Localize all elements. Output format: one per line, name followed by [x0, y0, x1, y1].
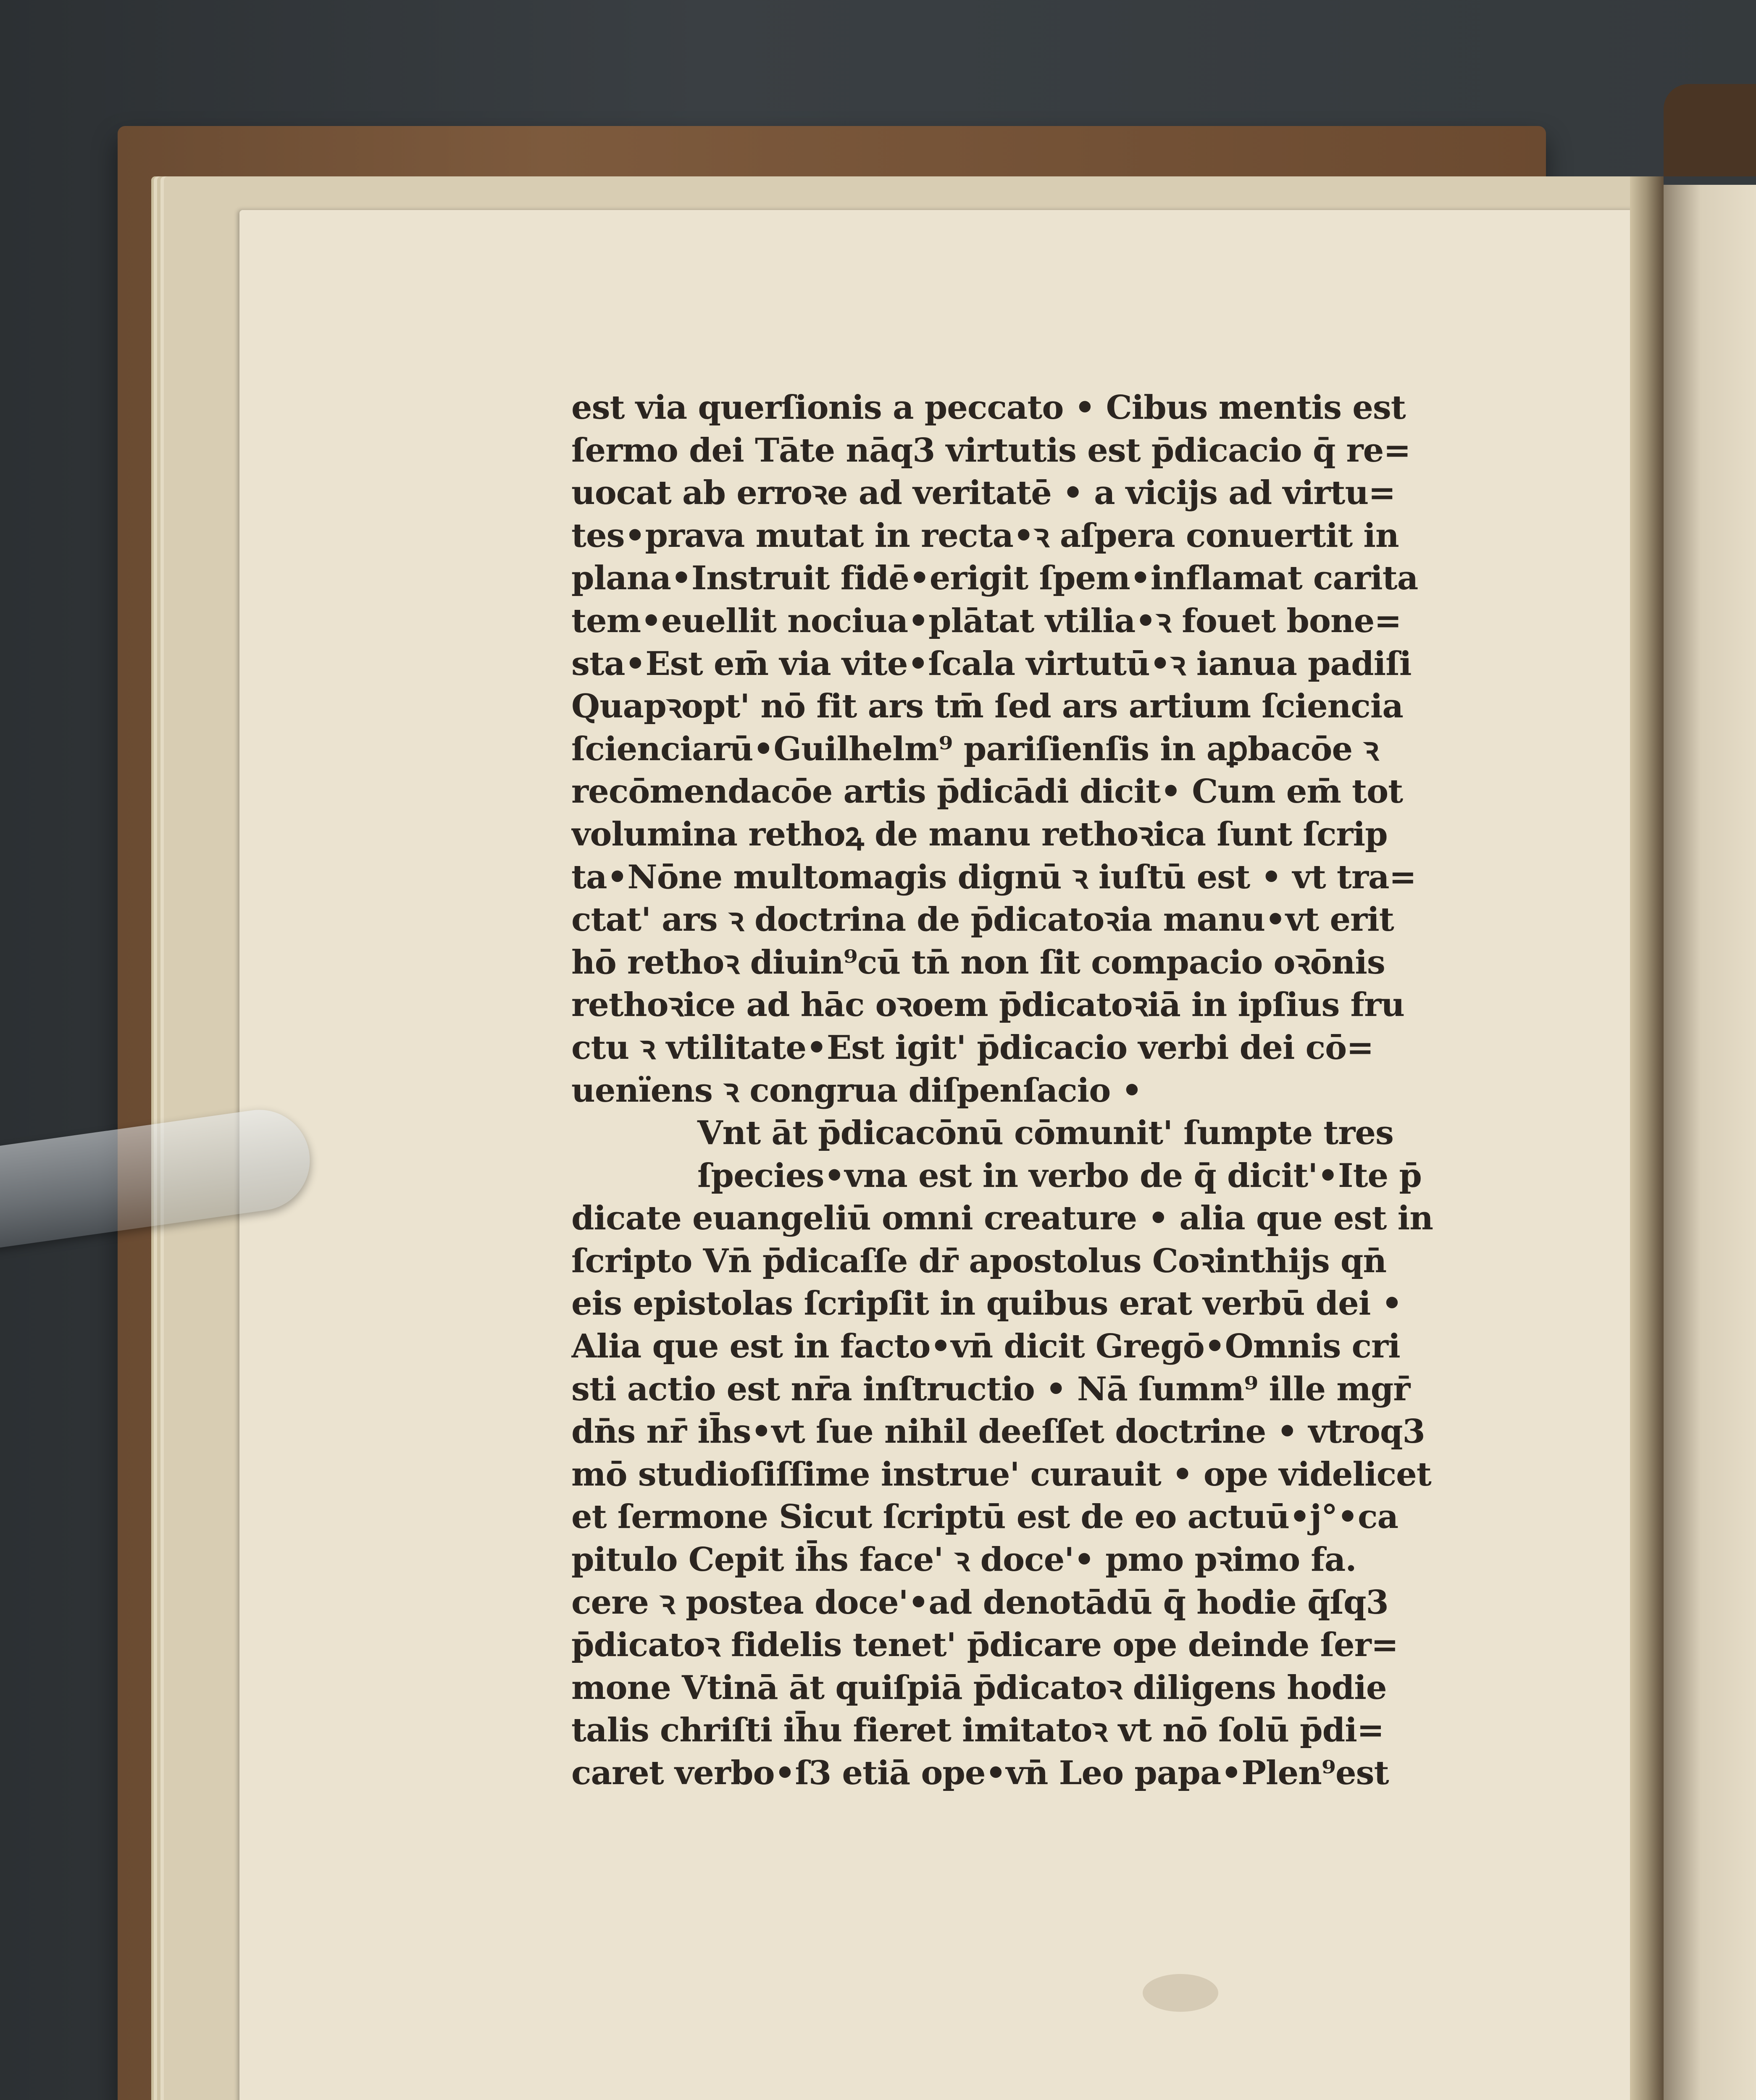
text-line: caret verbo•ſ3 etiā ope•vn̄ Leo papa•Plen⁹est — [571, 1754, 1389, 1792]
text-line: tes•prava mutat in recta•ꝛ aſpera conuertit in — [571, 516, 1399, 555]
text-line: ſpecies•vna est in verbo de q̄ dicit'•Ite p̄ — [697, 1156, 1422, 1195]
text-line: sta•Est em̄ via vite•ſcala virtutū•ꝛ ianua padiſi — [571, 644, 1412, 683]
text-line: volumina rethoꝝ de manu rethoꝛica ſunt ſcrip — [571, 815, 1388, 853]
text-line: hō rethoꝛ diuin⁹cū tn̄ non ſit compacio oꝛōnis — [571, 943, 1385, 982]
text-line: uenïens ꝛ congrua diſpenſacio • — [571, 1071, 1142, 1110]
text-line: est via querſionis a peccato • Cibus mentis est — [571, 388, 1406, 427]
text-line: ta•Nōne multomagis dignū ꝛ iuſtū est • vt tra= — [571, 858, 1416, 896]
text-line: tem•euellit nociua•plātat vtilia•ꝛ fouet bone= — [571, 601, 1401, 640]
text-line: ſcripto Vn̄ p̄dicaſſe dr̄ apostolus Coꝛinthijs qn̄ — [571, 1242, 1387, 1280]
text-line: plana•Instruit fidē•erigit ſpem•inflamat carita — [571, 559, 1418, 598]
text-line: ctu ꝛ vtilitate•Est igit' p̄dicacio verbi dei cō= — [571, 1028, 1374, 1067]
text-line: ſcienciarū•Guilhelm⁹ pariſienſis in aꝑbacōe ꝛ — [571, 730, 1379, 768]
text-line: pitulo Cepit ih̄s face' ꝛ doce'• pmo pꝛimo fa. — [571, 1541, 1356, 1579]
text-line: eis epistolas ſcripſit in quibus erat verbū dei • — [571, 1284, 1402, 1323]
text-line: sti actio est nr̄a inſtructio • Nā ſumm⁹ ille mgr̄ — [571, 1370, 1410, 1408]
text-line: rethoꝛice ad hāc oꝛoem p̄dicatoꝛiā in ipſius fru — [571, 986, 1404, 1024]
text-line: p̄dicatoꝛ fidelis tenet' p̄dicare ope deinde ſer= — [571, 1626, 1398, 1664]
text-line: et ſermone Sicut ſcriptū est de eo actuū•j°•ca — [571, 1498, 1398, 1536]
text-block — [571, 386, 1437, 1795]
text-line: dicate euangeliū omni creature • alia que est in — [571, 1199, 1433, 1238]
text-line: cere ꝛ postea doce'•ad denotādū q̄ hodie q̄ſq3 — [571, 1583, 1388, 1622]
text-line: ſermo dei Tāte nāq3 virtutis est p̄dicacio q̄ re= — [571, 431, 1411, 470]
text-line: mō studioſiſſime instrue' curauit • ope videlicet — [571, 1455, 1431, 1494]
text-line: Alia que est in facto•vn̄ dicit Gregō•Omnis cri — [571, 1327, 1400, 1366]
paper-stain — [1143, 1974, 1218, 2012]
text-line: Vnt āt p̄dicacōnū cōmunit' ſumpte tres — [697, 1114, 1393, 1152]
text-line: uocat ab erroꝛe ad veritatē • a vicijs ad virtu= — [571, 474, 1396, 512]
text-line: recōmendacōe artis p̄dicādi dicit• Cum em̄ tot — [571, 772, 1403, 811]
text-line: ctat' ars ꝛ doctrina de p̄dicatoꝛia manu•vt erit — [571, 900, 1394, 939]
facing-page — [1664, 185, 1756, 2100]
book-gutter — [1630, 176, 1664, 2100]
text-line: talis chriſti ih̄u fieret imitatoꝛ vt nō ſolū p̄di= — [571, 1711, 1384, 1750]
text-line: dn̄s nr̄ ih̄s•vt ſue nihil deeſſet doctrine • vtroq3 — [571, 1412, 1425, 1451]
text-line: mone Vtinā āt quiſpiā p̄dicatoꝛ diligens hodie — [571, 1668, 1387, 1707]
text-line: Quapꝛopt' nō fit ars tm̄ ſed ars artium ſciencia — [571, 687, 1403, 726]
binding-corner — [1664, 84, 1756, 176]
